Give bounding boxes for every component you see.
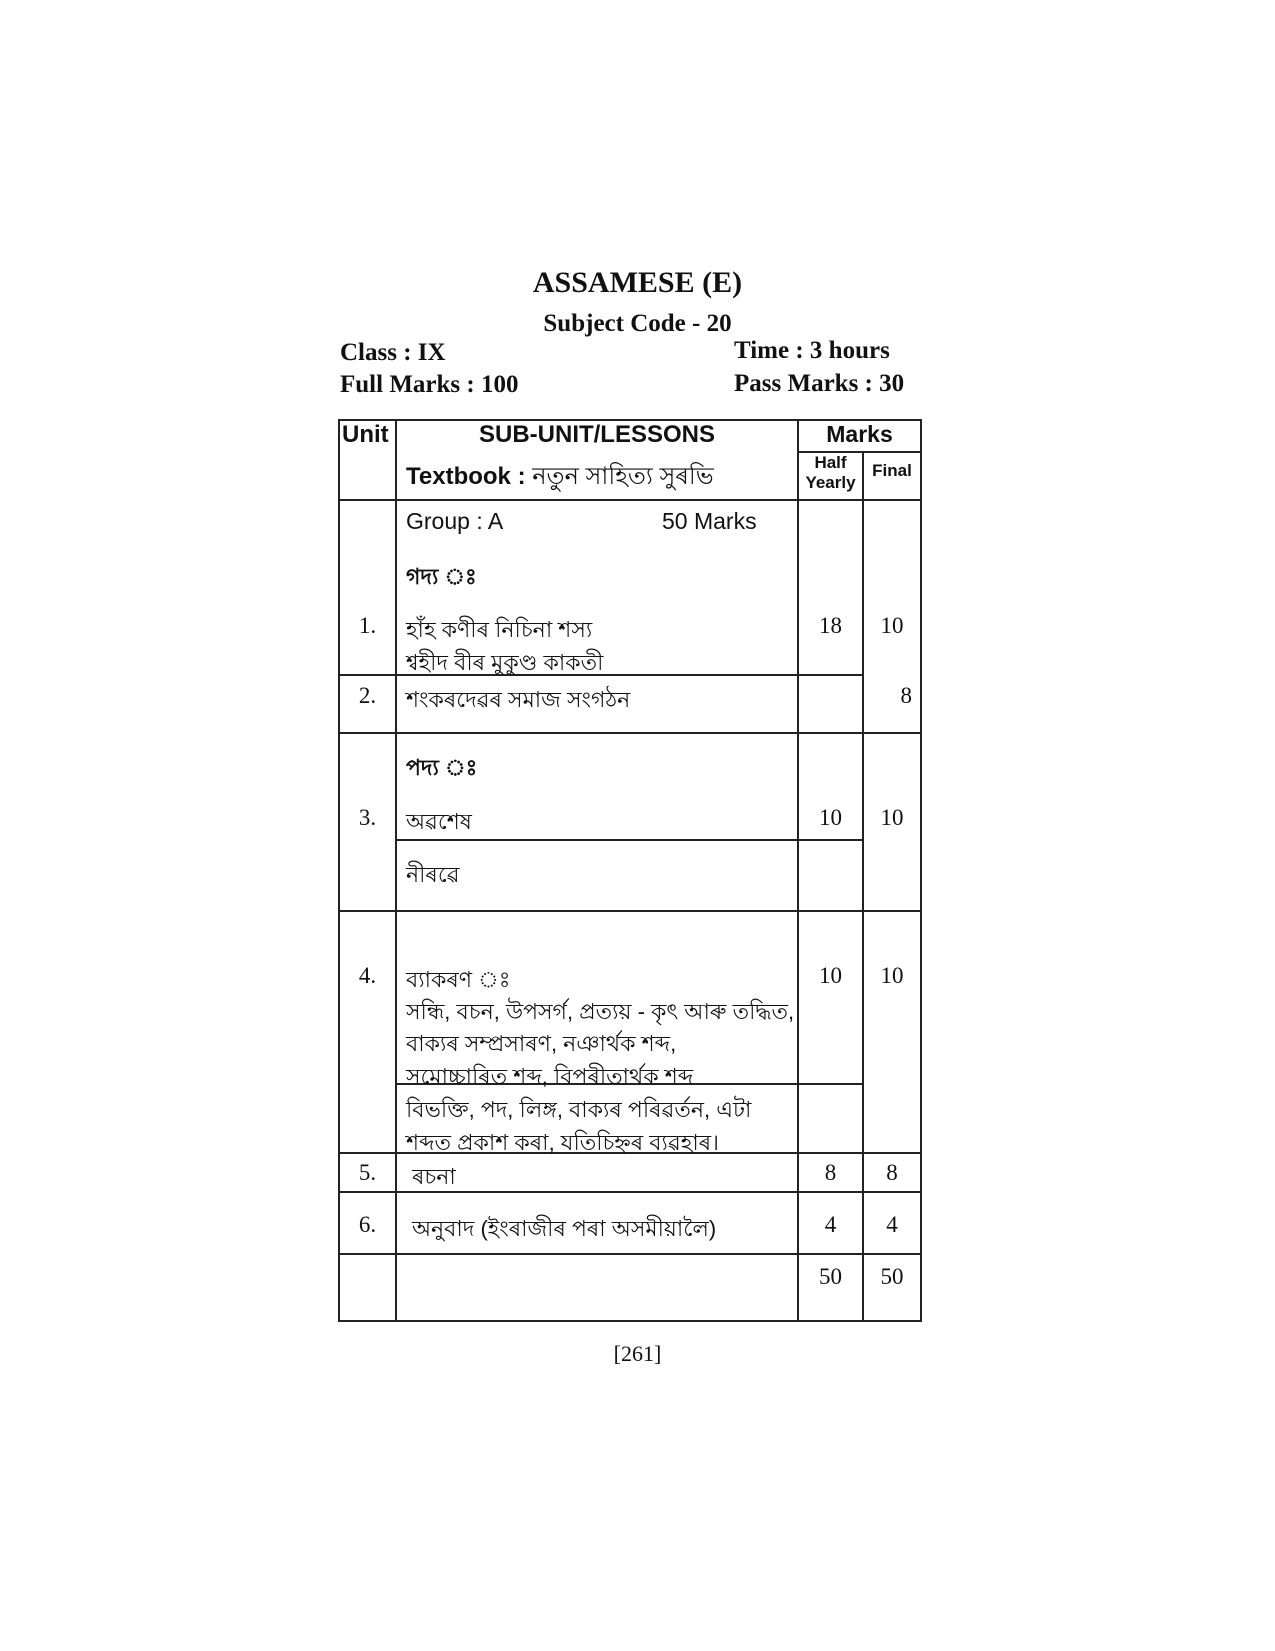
final-mark: 10 bbox=[880, 613, 904, 638]
unit-number: 3. bbox=[358, 805, 377, 830]
table-border-bottom bbox=[338, 1320, 922, 1322]
class-label: Class : IX bbox=[340, 339, 446, 366]
unit-number: 1. bbox=[358, 613, 377, 638]
group-marks: 50 Marks bbox=[662, 508, 757, 534]
lesson-line: ৰচনা bbox=[412, 1164, 456, 1189]
lesson-line: ব্যাকৰণ ঃ bbox=[406, 967, 511, 992]
unit-number: 6. bbox=[358, 1212, 377, 1237]
table-border-right bbox=[920, 419, 922, 1321]
lesson-line: সন্ধি, বচন, উপসৰ্গ, প্ৰত্যয় - কৃৎ আৰু তদ্ধিত, bbox=[406, 999, 795, 1024]
full-marks-label: Full Marks : 100 bbox=[340, 371, 519, 398]
sub-unit-header: SUB-UNIT/LESSONS bbox=[478, 421, 715, 448]
half-yearly-line-1: Half bbox=[814, 453, 847, 472]
lesson-line: অনুবাদ (ইংৰাজীৰ পৰা অসমীয়ালৈ) bbox=[412, 1216, 717, 1241]
row-line-8 bbox=[338, 1253, 922, 1255]
final-total: 50 bbox=[880, 1264, 904, 1289]
lesson-line: শংকৰদেৱৰ সমাজ সংগঠন bbox=[406, 687, 631, 712]
textbook-label: Textbook : bbox=[406, 463, 526, 490]
unit-number: 4. bbox=[358, 963, 377, 988]
final-mark: 4 bbox=[886, 1212, 898, 1237]
row-line-4 bbox=[338, 910, 922, 912]
final-mark: 10 bbox=[880, 963, 904, 988]
half-yearly-line-2: Yearly bbox=[805, 473, 856, 492]
lesson-line: হাঁহ কণীৰ নিচিনা শস্য bbox=[406, 617, 593, 642]
subject-code: Subject Code - 20 bbox=[543, 310, 732, 337]
section-heading-prose: গদ্য ঃ bbox=[406, 564, 477, 589]
final-header: Final bbox=[872, 461, 912, 480]
time-label: Time : 3 hours bbox=[734, 337, 890, 364]
unit-header: Unit bbox=[342, 421, 389, 448]
textbook-name: নতুন সাহিত্য সুৰভি bbox=[532, 463, 714, 490]
final-mark: 10 bbox=[880, 805, 904, 830]
page-number: [261] bbox=[613, 1341, 662, 1366]
unit-number: 5. bbox=[358, 1160, 377, 1185]
document-title: ASSAMESE (E) bbox=[532, 266, 743, 299]
half-yearly-mark: 10 bbox=[819, 963, 842, 988]
group-label: Group : A bbox=[406, 508, 504, 534]
final-mark: 8 bbox=[886, 1160, 898, 1185]
lesson-line: শ্বহীদ বীৰ মুকুণ্ড কাকতী bbox=[406, 650, 604, 675]
section-heading-poetry: পদ্য ঃ bbox=[406, 755, 478, 780]
lesson-line: শব্দত প্ৰকাশ কৰা, যতিচিহ্নৰ ব্যৱহাৰ। bbox=[406, 1130, 719, 1155]
half-yearly-header bbox=[799, 453, 862, 493]
header-bottom-line bbox=[338, 499, 922, 501]
half-yearly-mark: 18 bbox=[819, 613, 842, 638]
lesson-line: সমোচ্চাৰিত শব্দ, বিপৰীতাৰ্থক শব্দ bbox=[406, 1064, 694, 1089]
lesson-line: বিভক্তি, পদ, লিঙ্গ, বাক্যৰ পৰিৱৰ্তন, এটা bbox=[406, 1097, 752, 1122]
pass-marks-label: Pass Marks : 30 bbox=[734, 370, 905, 397]
textbook-header bbox=[406, 458, 714, 498]
marks-header: Marks bbox=[826, 421, 893, 447]
row-line-2 bbox=[338, 732, 922, 734]
half-yearly-mark: 10 bbox=[819, 805, 842, 830]
half-yearly-mark: 8 bbox=[824, 1160, 837, 1185]
lesson-line: বাক্যৰ সম্প্ৰসাৰণ, নঞাৰ্থক শব্দ, bbox=[406, 1031, 677, 1056]
half-yearly-total: 50 bbox=[819, 1264, 842, 1289]
lesson-line: অৱশেষ bbox=[406, 809, 472, 834]
lesson-line: নীৰৱে bbox=[406, 862, 460, 887]
unit-number: 2. bbox=[358, 683, 377, 708]
final-mark: 8 bbox=[900, 683, 912, 708]
half-yearly-mark: 4 bbox=[824, 1212, 837, 1237]
